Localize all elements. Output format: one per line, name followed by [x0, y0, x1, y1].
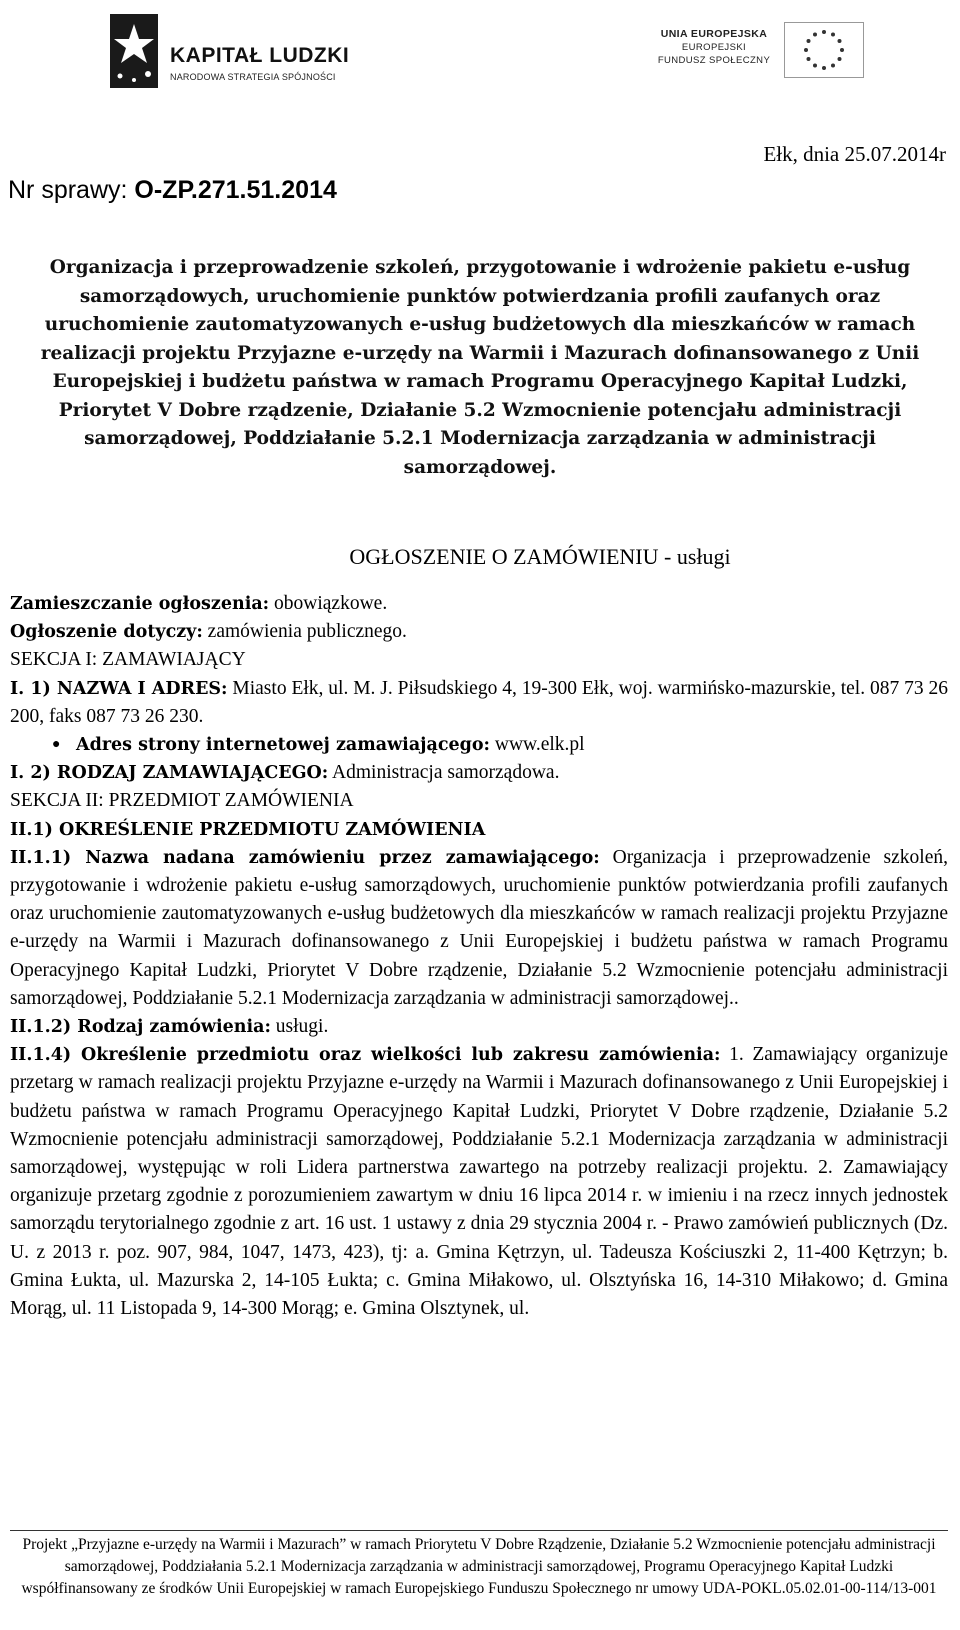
order-type-paragraph — [10, 1013, 948, 1041]
placement-label: Zamieszczanie ogłoszenia: — [10, 594, 270, 614]
section-2-heading: SEKCJA II: PRZEDMIOT ZAMÓWIENIA — [10, 790, 354, 812]
case-number-value: O-ZP.271.51.2014 — [134, 176, 337, 204]
eu-logo-text — [654, 28, 774, 66]
eu-logo-line1: UNIA EUROPEJSKA — [660, 28, 768, 40]
contracting-type-label: I. 2) RODZAJ ZAMAWIAJĄCEGO: — [10, 763, 329, 784]
eu-logo-line3: FUNDUSZ SPOŁECZNY — [657, 55, 771, 66]
website-value: www.elk.pl — [489, 734, 585, 756]
case-number-label: Nr sprawy: — [8, 176, 135, 204]
eu-logo — [654, 22, 884, 82]
concerns-value: zamówienia publicznego. — [202, 621, 407, 643]
document-body — [10, 590, 948, 1323]
name-address-paragraph — [10, 675, 948, 731]
placement-value: obowiązkowe. — [269, 593, 388, 614]
name-address-label: I. 1) NAZWA I ADRES: — [10, 678, 228, 699]
order-name-label: II.1.1) Nazwa nadana zamówieniu przez zamawiającego: — [10, 847, 600, 868]
website-item-content — [38, 731, 948, 759]
contracting-type-value: Administracja samorządowa. — [328, 762, 560, 784]
concerns-label: Ogłoszenie dotyczy: — [10, 622, 203, 643]
concerns-paragraph — [10, 618, 948, 646]
order-scope-label: II.1.4) Określenie przedmiotu oraz wielkości lub zakresu zamówienia: — [10, 1045, 721, 1066]
case-number-line — [8, 176, 337, 205]
order-type-value: usługi. — [270, 1016, 329, 1038]
kapital-ludzki-title: KAPITAŁ LUDZKI — [170, 44, 350, 67]
website-list-item — [10, 731, 948, 759]
bullet-icon: ● — [52, 737, 61, 753]
kapital-ludzki-subtitle: NARODOWA STRATEGIA SPÓJNOŚCI — [170, 72, 336, 82]
kapital-ludzki-emblem-icon — [104, 12, 164, 92]
subject-definition-heading: II.1) OKREŚLENIE PRZEDMIOTU ZAMÓWIENIA — [10, 819, 486, 840]
placement-paragraph — [10, 590, 948, 618]
kapital-ludzki-logo — [104, 12, 364, 92]
eu-logo-line2: EUROPEJSKI — [681, 42, 747, 53]
notice-heading: OGŁOSZENIE O ZAMÓWIENIU - usługi — [349, 544, 731, 569]
footer-divider — [10, 1530, 948, 1531]
footer-text: Projekt „Przyjazne e-urzędy na Warmii i Mazurach” w ramach Priorytetu V Dobre Rządzenie, Działanie 5.2 Wzmocnienie potencjału administracji samorządowej, Poddziałania 5.2.1 Modernizacja zarządzania w administracji samorządowej, Programu Operacyjnego Kapitał Ludzki współfinansowany ze środków Unii Europejskiej w ramach Europejskiego Funduszu Społecznego nr umowy UDA-POKL.05.02.01-00-114/13-001 — [21, 1536, 937, 1597]
name-address-value: Miasto Ełk, ul. M. J. Piłsudskiego 4, 19-300 Ełk, woj. warmińsko-mazurskie, tel. 087 73 26 200, faks 087 73 26 230. — [10, 677, 948, 727]
contracting-type-paragraph — [10, 759, 948, 787]
order-scope-value: 1. Zamawiający organizuje przetarg w ramach realizacji projektu Przyjazne e-urzędy na Warmii i Mazurach dofinansowanego z Unii Europejskiej i budżetu państwa w ramach Programu Operacyjnego Kapitał Ludzki, Priorytet V Dobre rządzenie, Działanie 5.2 Wzmocnienie potencjału administracji samorządowej, Poddziałanie 5.2.1 Modernizacja zarządzania w administracji samorządowej, występując w roli Lidera partnerstwa zawartego na potrzeby realizacji projektu. 2. Zamawiający organizuje przetarg zgodnie z porozumieniem zawartym w dniu 16 lipca 2014 r. w imieniu i na rzecz innych jednostek samorządu terytorialnego zgodnie z art. 16 ust. 1 ustawy z dnia 29 stycznia 2004 r. - Prawo zamówień publicznych (Dz. U. z 2013 r. poz. 907, 984, 1047, 1473, 423), tj: a. Gmina Kętrzyn, ul. Tadeusza Kościuszki 2, 11-400 Kętrzyn; b. Gmina Łukta, ul. Mazurska 2, 14-105 Łukta; c. Gmina Miłakowo, ul. Olsztyńska 16, 14-310 Miłakowo; d. Gmina Morąg, ul. 11 Listopada 9, 14-300 Morąg; e. Gmina Olsztynek, ul. — [10, 1044, 949, 1320]
order-scope-paragraph — [10, 1041, 948, 1323]
order-name-value: Organizacja i przeprowadzenie szkoleń, przygotowanie i wdrożenie pakietu e-usług samorządowych, uruchomienie punktów potwierdzania profili zaufanych oraz uruchomienie zautomatyzowanych e-usług budżetowych dla mieszkańców w ramach realizacji projektu Przyjazne e-urzędy na Warmii i Mazurach dofinansowanego z Unii Europejskiej i budżetu państwa w ramach Programu Operacyjnego Kapitał Ludzki, Priorytet V Dobre rządzenie, Działanie 5.2 Wzmocnienie potencjału administracji samorządowej, Poddziałanie 5.2.1 Modernizacja zarządzania w administracji samorządowej.. — [10, 846, 948, 1009]
document-title: Organizacja i przeprowadzenie szkoleń, przygotowanie i wdrożenie pakietu e-usług samorządowych, uruchomienie punktów potwierdzania profili zaufanych oraz uruchomienie zautomatyzowanych e-usług budżetowych dla mieszkańców w ramach realizacji projektu Przyjazne e-urzędy na Warmii i Mazurach dofinansowanego z Unii Europejskiej i budżetu państwa w ramach Programu Operacyjnego Kapitał Ludzki, Priorytet V Dobre rządzenie, Działanie 5.2 Wzmocnienie potencjału administracji samorządowej, Poddziałanie 5.2.1 Modernizacja zarządzania w administracji samorządowej. — [40, 257, 920, 478]
document-date: Ełk, dnia 25.07.2014r — [763, 142, 946, 166]
order-type-label: II.1.2) Rodzaj zamówienia: — [10, 1017, 271, 1038]
website-label: Adres strony internetowej zamawiającego: — [76, 735, 490, 756]
order-name-paragraph — [10, 844, 948, 1013]
eu-flag-icon — [784, 22, 864, 78]
section-1-heading: SEKCJA I: ZAMAWIAJĄCY — [10, 649, 246, 671]
